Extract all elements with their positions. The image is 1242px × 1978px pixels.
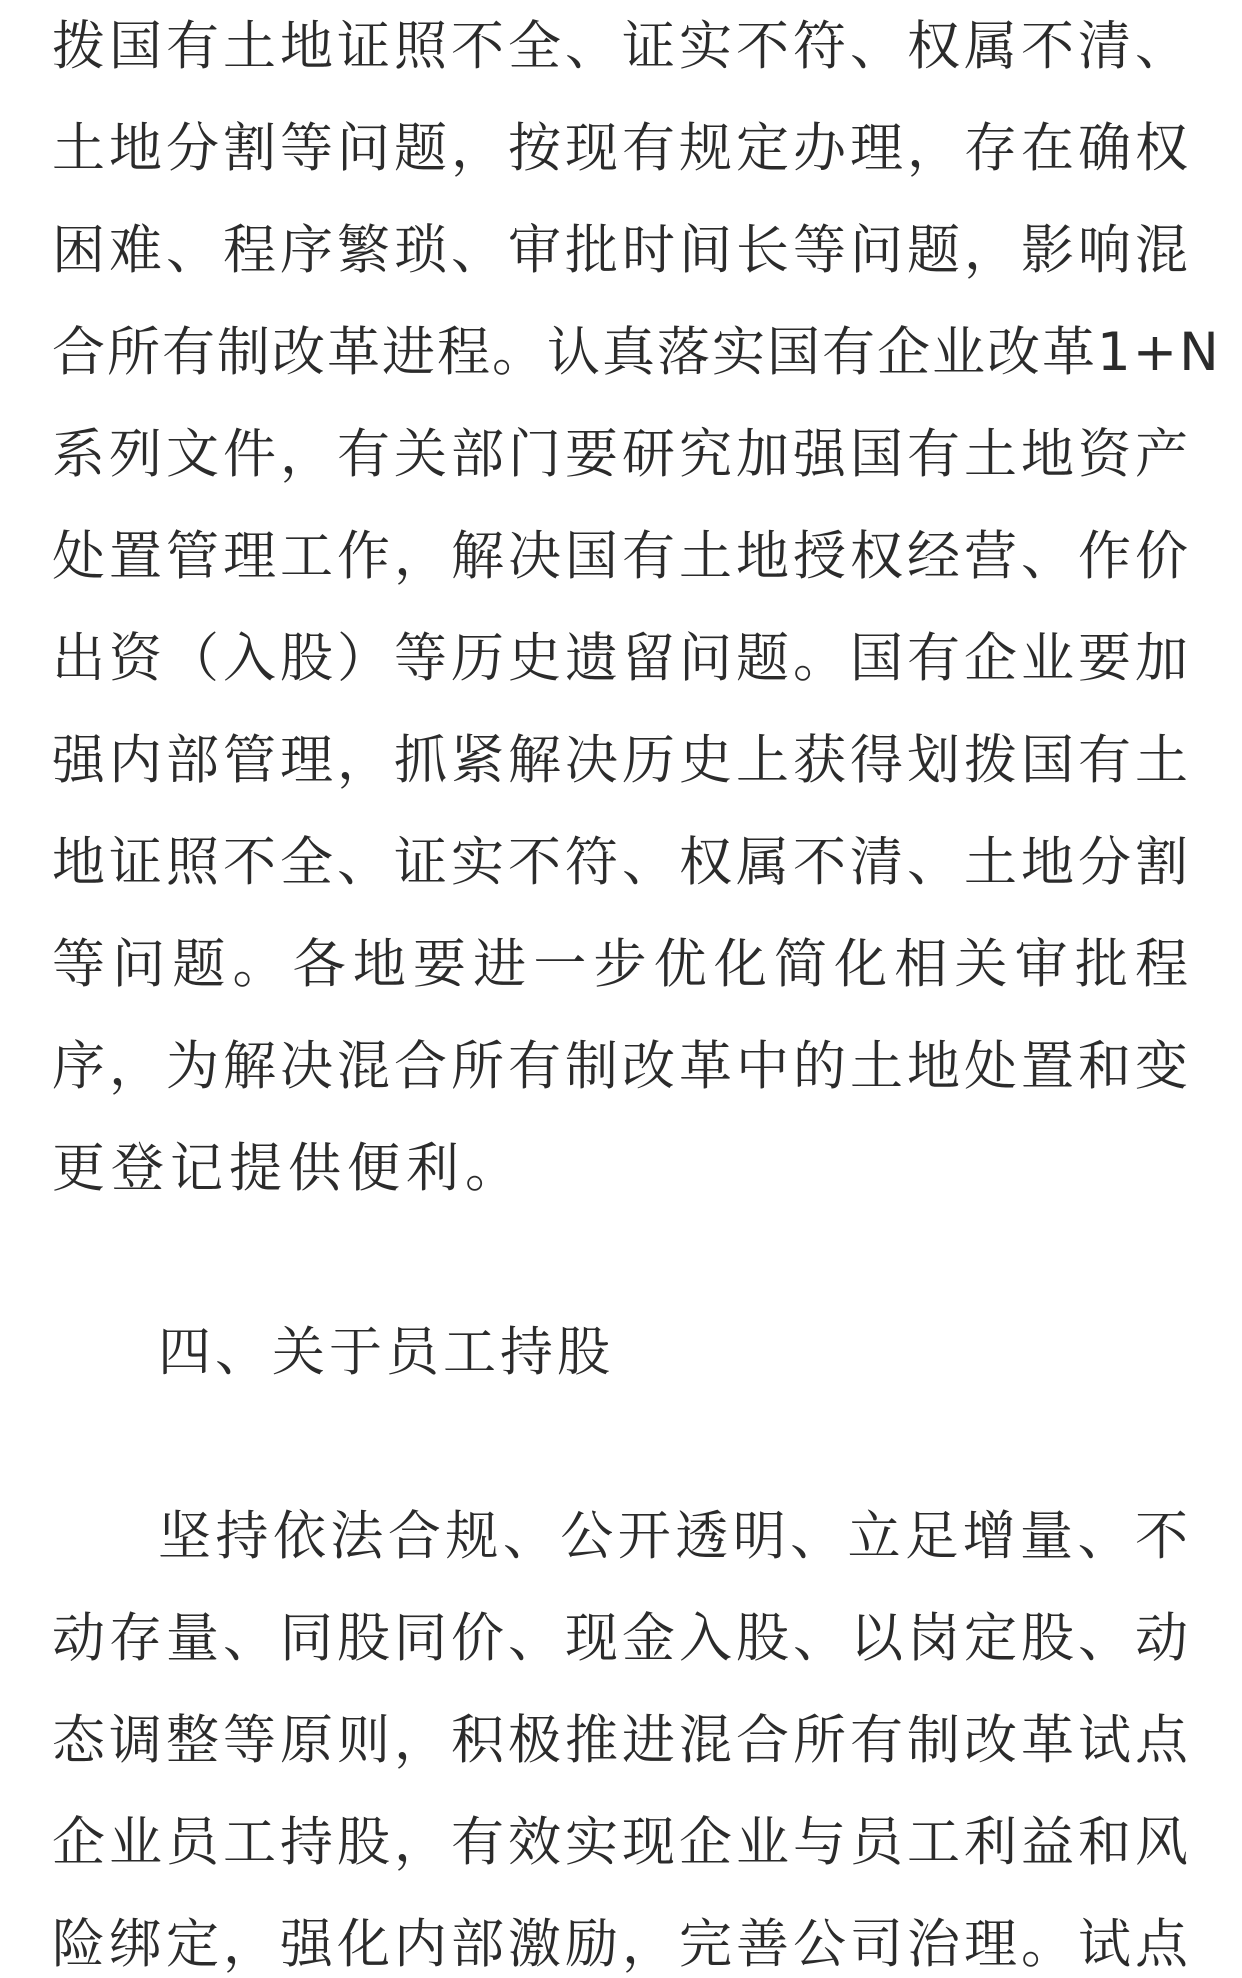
text-line: 等问题。各地要进一步优化简化相关审批程 (52, 934, 1190, 995)
text-line: 动存量、同股同价、现金入股、以岗定股、动 (52, 1608, 1190, 1669)
text-line: 系列文件，有关部门要研究加强国有土地资产 (52, 424, 1190, 485)
text-line: 序，为解决混合所有制改革中的土地处置和变 (52, 1036, 1190, 1097)
text-line: 出资（入股）等历史遗留问题。国有企业要加 (52, 628, 1190, 689)
text-line: 态调整等原则，积极推进混合所有制改革试点 (52, 1710, 1190, 1771)
text-line: 强内部管理，抓紧解决历史上获得划拨国有土 (52, 730, 1190, 791)
paragraph-gap (52, 1404, 1190, 1486)
paragraph-land-disposal (52, 0, 1221, 1220)
paragraph-employee-shareholding (52, 1486, 1190, 1978)
text-line: 拨国有土地证照不全、证实不符、权属不清、 (52, 16, 1190, 77)
text-line: 处置管理工作，解决国有土地授权经营、作价 (52, 526, 1190, 587)
paragraph-gap (52, 1220, 1190, 1302)
document-content (52, 0, 1221, 1978)
text-line: 险绑定，强化内部激励，完善公司治理。试点 (52, 1914, 1190, 1975)
text-line: 企业员工持股，有效实现企业与员工利益和风 (52, 1812, 1190, 1873)
text-line: 地证照不全、证实不符、权属不清、土地分割 (52, 832, 1190, 893)
text-line: 更登记提供便利。 (52, 1138, 524, 1199)
text-line: 坚持依法合规、公开透明、立足增量、不 (158, 1506, 1190, 1567)
section-heading: 四、关于员工持股 (158, 1322, 614, 1383)
text-line: 土地分割等问题，按现有规定办理，存在确权 (52, 118, 1190, 179)
text-line: 合所有制改革进程。认真落实国有企业改革1+N (52, 322, 1221, 383)
text-line: 困难、程序繁琐、审批时间长等问题，影响混 (52, 220, 1190, 281)
